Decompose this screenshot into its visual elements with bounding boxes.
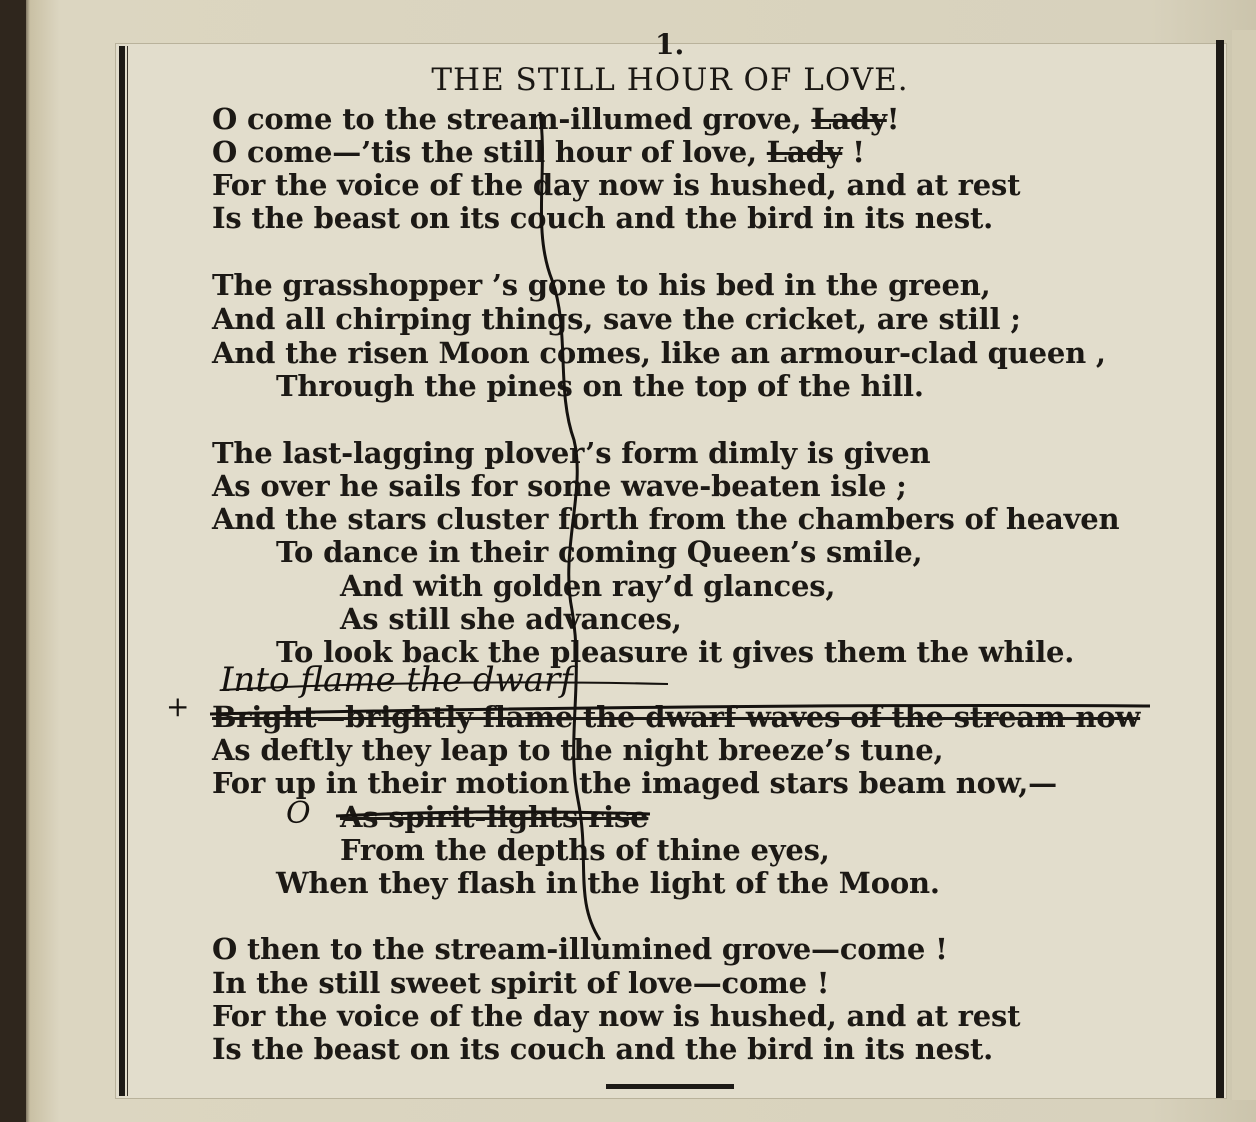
stanza-3-line-3: And the stars cluster forth from the chambers of heaven [212, 502, 1120, 536]
strike-stroke-2 [336, 812, 650, 816]
stanza-2-line-1: The grasshopper ’s gone to his bed in the green, [212, 268, 991, 302]
stanza-3-line-7: To look back the pleasure it gives them the while. [276, 635, 1075, 669]
insert-underline [222, 682, 668, 690]
stanza-5-line-1: O then to the stream-illumined grove—come ! [212, 932, 948, 966]
stanza-5-line-4: Is the beast on its couch and the bird in its nest. [212, 1032, 994, 1066]
struck-word: Lady [811, 102, 887, 136]
stanza-4-line-3: From the depths of thine eyes, [340, 833, 830, 867]
struck-word: Lady [766, 135, 843, 169]
vertical-pen-line [540, 112, 600, 940]
stanza-3-line-4: To dance in their coming Queen’s smile, [276, 535, 923, 569]
stanza-2-line-3: And the risen Moon comes, like an armour-clad queen , [212, 336, 1106, 370]
stanza-2-line-2: And all chirping things, save the cricket, are still ; [212, 302, 1021, 336]
stanza-5-line-3: For the voice of the day now is hushed, and at rest [212, 999, 1021, 1033]
insert-mark: + [166, 690, 190, 723]
stanza-3-line-1: The last-lagging plover’s form dimly is given [212, 436, 931, 470]
handwritten-insert: Into flame the dwarf [220, 660, 573, 700]
stanza-4-struck-line: Bright—brightly flame the dwarf waves of the stream now [212, 700, 1141, 734]
stanza-4-line-1: As deftly they leap to the night breeze’s tune, [212, 733, 944, 767]
o-mark: O [286, 796, 311, 831]
stanza-5-line-2: In the still sweet spirit of love—come ! [212, 966, 830, 1000]
stanza-3-line-6: As still she advances, [340, 602, 682, 636]
stanza-3-line-5: And with golden ray’d glances, [340, 569, 836, 603]
stanza-1-line-2: O come—’tis the still hour of love, Lady ! [212, 135, 865, 169]
stanza-1-line-1: O come to the stream-illumed grove, Lady! [212, 102, 900, 136]
stanza-2-line-4: Through the pines on the top of the hill. [276, 369, 924, 403]
stanza-1-line-4: Is the beast on its couch and the bird in its nest. [212, 201, 994, 235]
stanza-1-line-3: For the voice of the day now is hushed, and at rest [212, 168, 1021, 202]
stanza-4-line-4: When they flash in the light of the Moon. [276, 866, 940, 900]
stanza-4-struck-line-2: As spirit-lights rise [340, 800, 649, 834]
poem-title: THE STILL HOUR OF LOVE. [431, 62, 909, 98]
stanza-3-line-2: As over he sails for some wave-beaten isle ; [212, 469, 907, 503]
strike-stroke [210, 705, 1150, 714]
stanza-4-line-2: For up in their motion the imaged stars beam now,— [212, 766, 1057, 800]
poem-number: 1. [655, 28, 685, 61]
